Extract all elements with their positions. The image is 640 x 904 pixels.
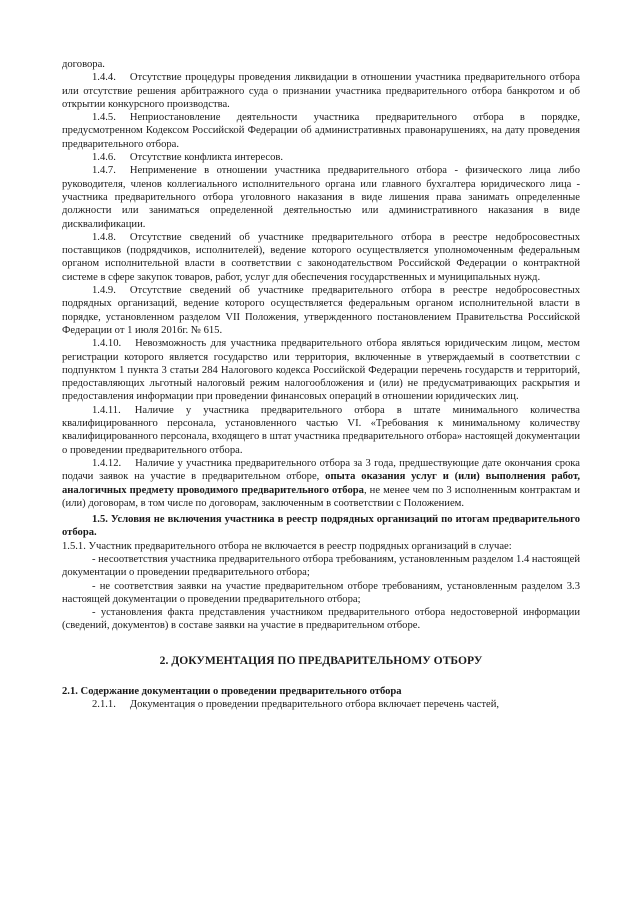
clause-text: Невозможность для участника предварительного отбора являться юридическим лицом, местом регистрации которого является государство или территория, включенные в утверждаемый в соответствии с подпунктом 1 пункта 3 статьи 284 Налогового кодекса Российской Федерации перечень государств и территорий, предоставляющих льготный налоговый режим налогообложения и (или) не предусматривающих раскрытия и предоставления информации при проведении финансовых операций в отношении юридических лиц. — [62, 338, 580, 403]
clause-text: Отсутствие сведений об участнике предварительного отбора в реестре недобросовестных подрядных организаций, ведение которого осуществляется федеральным органом исполнительной власти в порядке, установленном разделом VII Положения, утвержденного постановлением Правительства Российской Федерации от 1 июля 2016г. № 615. — [62, 285, 580, 336]
clause-1-4-7 — [62, 164, 580, 230]
clause-text: Наличие у участника предварительного отбора за 3 года, предшествующие дате окончания срока подачи заявок на участие в предварительном отборе, — [62, 457, 580, 483]
clause-number: 1.4.5. — [92, 112, 116, 124]
clause-1-5-1: 1.5.1. Участник предварительного отбора не включается в реестр подрядных организаций в случае: — [62, 540, 512, 552]
clause-number: 1.4.11. — [92, 404, 121, 416]
chapter-2-title: 2. ДОКУМЕНТАЦИЯ ПО ПРЕДВАРИТЕЛЬНОМУ ОТБОРУ — [159, 653, 483, 667]
clause-text: Наличие у участника предварительного отбора в штате минимального количества квалифицированного персонала, установленного частью VI. «Требования к минимальному количеству квалифицированного персонала, входящего в штат участника предварительного отбора» настоящей документации о проведении предварительного отбора. — [62, 404, 580, 456]
clause-text: Документация о проведении предварительного отбора включает перечень частей, — [129, 699, 500, 711]
clause-text: Отсутствие процедуры проведения ликвидации в отношении участника предварительного отбора или отсутствие решения арбитражного суда о признании участника предварительного отбора банкротом и об открытии конкурсного производства. — [62, 72, 580, 110]
clause-2-1-1 — [62, 698, 580, 711]
clause-1-4-8 — [62, 231, 580, 284]
clause-1-4-9 — [62, 284, 580, 337]
section-2-1-title: 2.1. Содержание документации о проведении предварительного отбора — [62, 686, 402, 698]
clause-text: Неприостановление деятельности участника предварительного отбора в порядке, предусмотренном Кодексом Российской Федерации об административных правонарушениях, на дату проведения предварительного отбора. — [62, 112, 580, 150]
clause-1-4-12 — [62, 457, 580, 510]
clause-text: Отсутствие сведений об участнике предварительного отбора в реестре недобросовестных поставщиков (подрядчиков, исполнителей), ведение которого осуществляется уполномоченным федеральным органом исполнительной власти в соответствии с законодательством Российской Федерации о контрактной системе в сфере закупок товаров, работ, услуг для обеспечения государственных и муниципальных нужд. — [62, 231, 580, 283]
clause-number: 1.4.6. — [92, 152, 116, 164]
clause-1-4-11 — [62, 404, 580, 457]
clause-1-4-4 — [62, 71, 580, 111]
bullet-item: - несоответствия участника предварительного отбора требованиям, установленным разделом 1.4 настоящей документации о проведении предварительного отбора; — [62, 553, 580, 579]
clause-1-4-10 — [62, 337, 580, 403]
clause-number: 2.1.1. — [92, 699, 116, 711]
bullet-item: - не соответствия заявки на участие предварительном отборе требованиям, установленным разделом 3.3 настоящей документации о проведении предварительного отбора; — [62, 580, 580, 605]
clause-number: 1.4.4. — [92, 72, 116, 84]
clause-number: 1.4.10. — [92, 338, 122, 350]
clause-number: 1.4.8. — [92, 231, 116, 243]
clause-text-bold: опыта оказания услуг и (или) выполнения работ, аналогичных предмету проводимого предварительного отбора — [62, 471, 580, 496]
clause-number: 1.4.7. — [92, 165, 116, 177]
section-1-5-title: 1.5. Условия не включения участника в реестр подрядных организаций по итогам предварительного отбора. — [62, 514, 580, 539]
fragment-line: договора. — [62, 59, 105, 70]
clause-text-tail: , не менее чем по 3 исполненным контрактам и (или) договорам, в том числе по договорам, заключенным в соответствии с Положением. — [62, 484, 581, 509]
bullet-item: - установления факта представления участником предварительного отбора недостоверной информации (сведений, документов) в составе заявки на участие в предварительном отборе. — [62, 607, 580, 632]
clause-text: Отсутствие конфликта интересов. — [129, 152, 284, 164]
clause-number: 1.4.9. — [92, 285, 116, 297]
clause-text: Неприменение в отношении участника предварительного отбора - физического лица либо руководителя, членов коллегиального исполнительного органа или главного бухгалтера юридического лица - участника предварительного отбора уголовного наказания в виде лишения права занимать определенные должности или заниматься определенной деятельностью или административного наказания в виде дисквалификации. — [62, 165, 580, 230]
clause-1-4-5 — [62, 111, 580, 151]
clause-1-4-6 — [62, 151, 580, 164]
clause-number: 1.4.12. — [92, 457, 122, 469]
